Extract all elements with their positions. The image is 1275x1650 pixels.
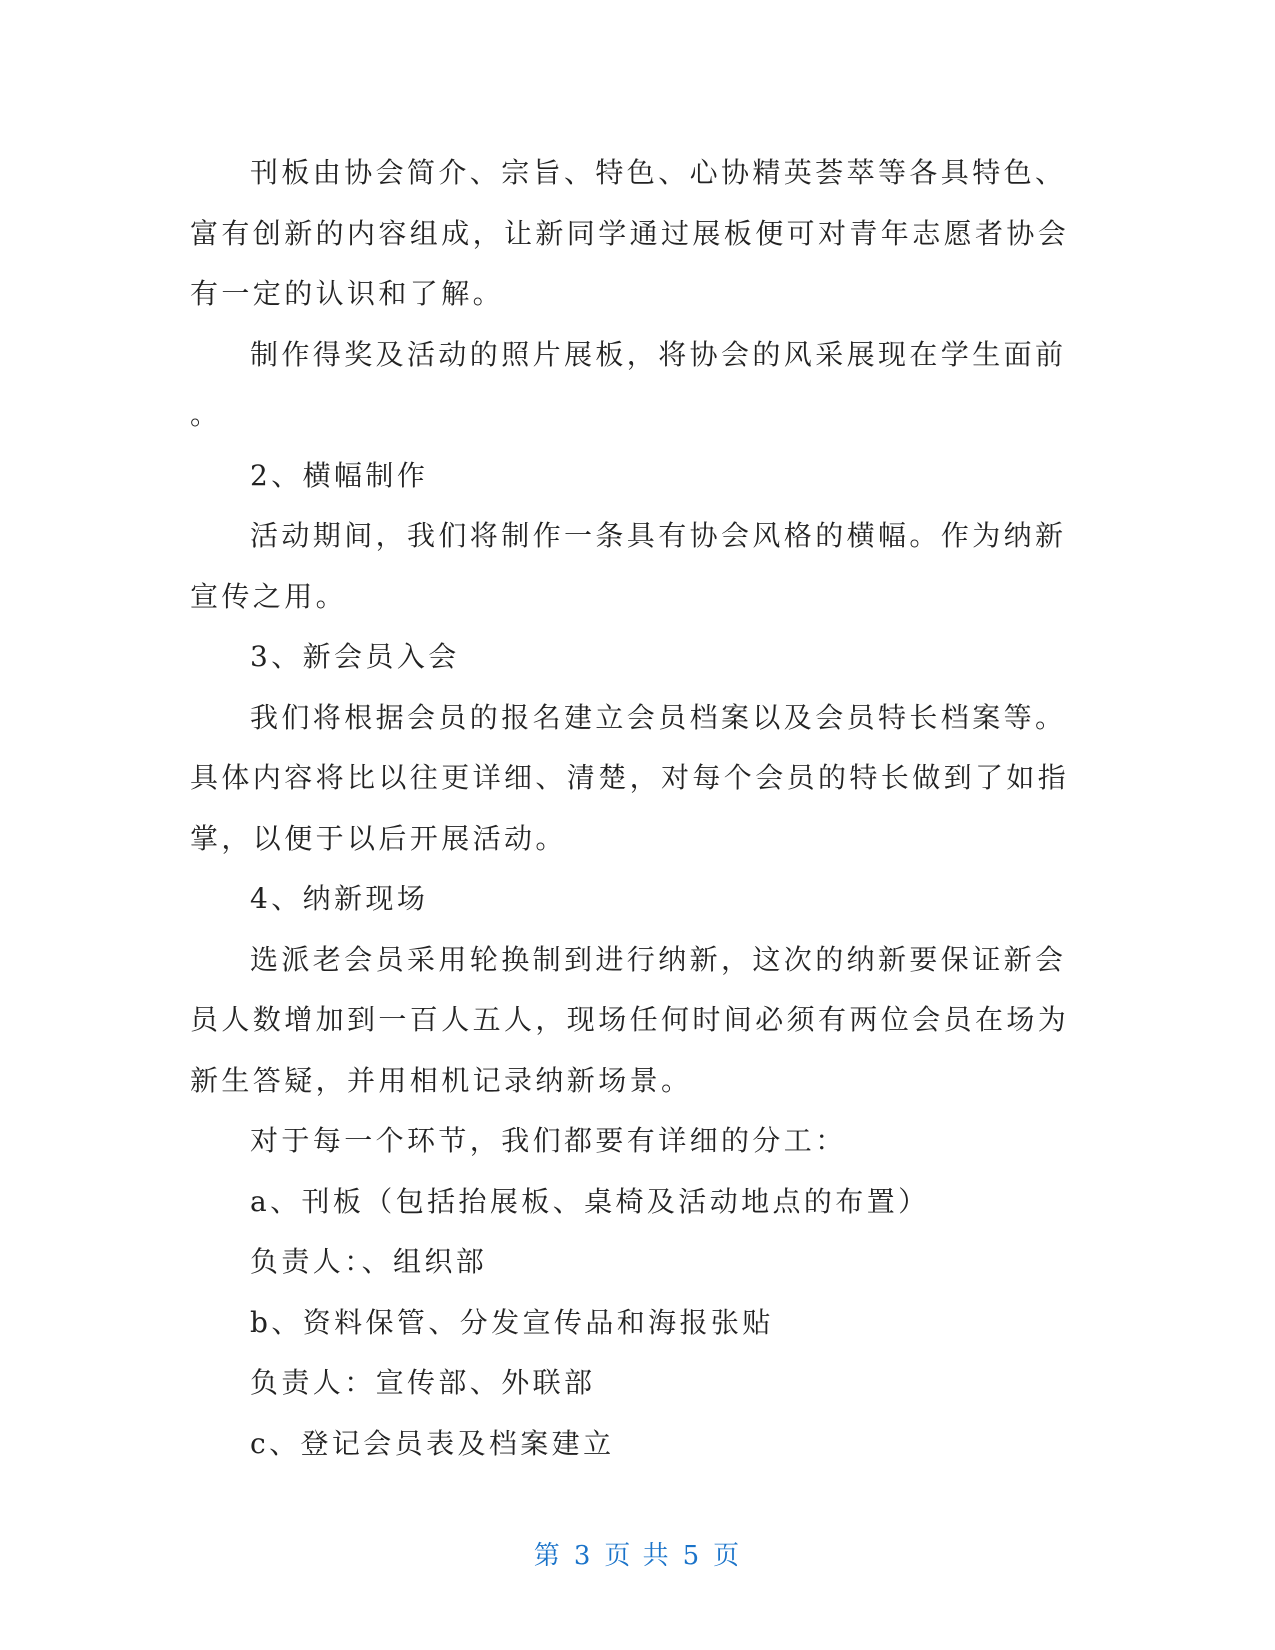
page-footer bbox=[0, 1535, 1275, 1572]
section-heading: 2、横幅制作 bbox=[250, 458, 429, 492]
paragraph-line: 我们将根据会员的报名建立会员档案以及会员特长档案等。 bbox=[250, 700, 1067, 734]
footer-page-number: 3 bbox=[573, 1541, 593, 1571]
paragraph-line: 富有创新的内容组成，让新同学通过展板便可对青年志愿者协会 bbox=[190, 216, 1070, 250]
paragraph-line: 宣传之用。 bbox=[190, 579, 348, 613]
paragraph-line: 具体内容将比以往更详细、清楚，对每个会员的特长做到了如指 bbox=[190, 761, 1070, 794]
list-item: a、刊板（包括抬展板、桌椅及活动地点的布置） bbox=[250, 1184, 930, 1218]
paragraph-line: 员人数增加到一百人五人，现场任何时间必须有两位会员在场为 bbox=[190, 1003, 1070, 1036]
list-item: 负责人：、组织部 bbox=[250, 1245, 488, 1278]
paragraph-line: 选派老会员采用轮换制到进行纳新，这次的纳新要保证新会 bbox=[250, 942, 1067, 976]
footer-prefix: 第 bbox=[533, 1541, 562, 1571]
paragraph-line: 新生答疑，并用相机记录纳新场景。 bbox=[190, 1063, 693, 1097]
list-item: 负责人：宣传部、外联部 bbox=[250, 1366, 596, 1399]
paragraph-line: 活动期间，我们将制作一条具有协会风格的横幅。作为纳新 bbox=[250, 519, 1067, 552]
footer-suffix: 页 bbox=[713, 1541, 742, 1571]
paragraph-line: 制作得奖及活动的照片展板，将协会的风采展现在学生面前 bbox=[250, 337, 1067, 371]
paragraph-line: 有一定的认识和了解。 bbox=[190, 277, 505, 310]
paragraph-line: 。 bbox=[190, 398, 222, 431]
paragraph-line: 对于每一个环节，我们都要有详细的分工： bbox=[250, 1124, 847, 1157]
document-body bbox=[190, 143, 1070, 1474]
list-item: c、登记会员表及档案建立 bbox=[250, 1426, 615, 1460]
section-heading: 4、纳新现场 bbox=[250, 882, 429, 915]
footer-middle: 页 共 bbox=[604, 1541, 671, 1571]
section-heading: 3、新会员入会 bbox=[250, 640, 460, 673]
paragraph-line: 刊板由协会简介、宗旨、特色、心协精英荟萃等各具特色、 bbox=[250, 156, 1067, 189]
paragraph-line: 掌，以便于以后开展活动。 bbox=[190, 821, 567, 855]
list-item: b、资料保管、分发宣传品和海报张贴 bbox=[250, 1305, 774, 1339]
footer-total-pages: 5 bbox=[682, 1541, 702, 1571]
